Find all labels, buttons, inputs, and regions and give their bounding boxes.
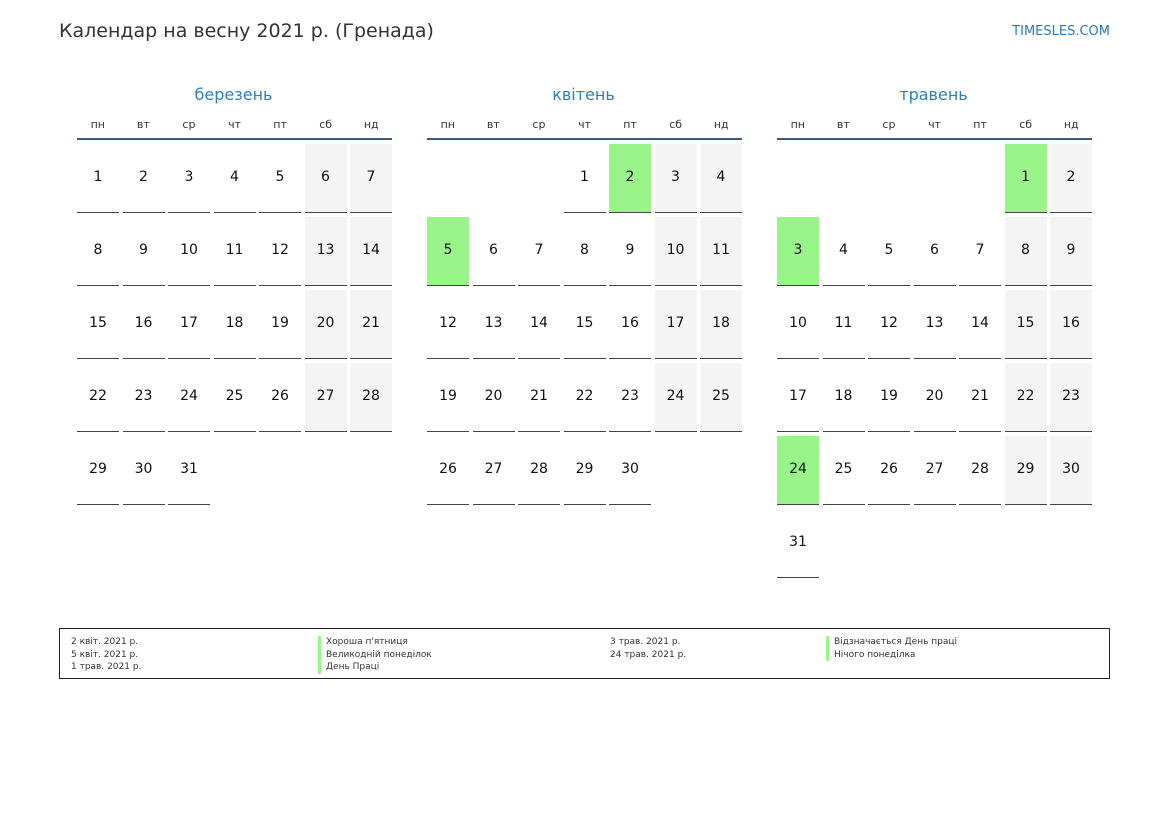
day-cell[interactable]: 30 xyxy=(609,436,651,505)
month-title: квітень xyxy=(552,85,615,104)
day-cell[interactable]: 18 xyxy=(214,290,256,359)
weekday-label: ср xyxy=(882,118,896,131)
holiday-day-cell[interactable]: 2 xyxy=(609,144,651,213)
day-grid xyxy=(77,144,392,505)
weekday-header xyxy=(427,112,742,140)
day-cell[interactable]: 29 xyxy=(77,436,119,505)
weekday-label: пн xyxy=(90,118,105,131)
day-cell[interactable]: 4 xyxy=(214,144,256,213)
day-cell[interactable]: 4 xyxy=(823,217,865,286)
weekday-label: ср xyxy=(182,118,196,131)
legend-holiday-name: Нічого понеділка xyxy=(826,649,957,662)
month-april xyxy=(427,82,742,505)
day-cell[interactable]: 2 xyxy=(1050,144,1092,213)
legend-names-left xyxy=(318,636,432,674)
day-cell[interactable]: 17 xyxy=(168,290,210,359)
day-cell[interactable]: 10 xyxy=(168,217,210,286)
day-cell[interactable]: 7 xyxy=(959,217,1001,286)
day-cell[interactable]: 23 xyxy=(123,363,165,432)
empty-cell xyxy=(868,144,910,213)
site-link[interactable]: TIMESLES.COM xyxy=(1012,24,1110,39)
day-cell[interactable]: 28 xyxy=(959,436,1001,505)
day-cell[interactable]: 7 xyxy=(518,217,560,286)
legend-date: 3 трав. 2021 р. xyxy=(610,637,681,647)
weekday-label: вт xyxy=(836,118,850,131)
day-cell[interactable]: 28 xyxy=(518,436,560,505)
day-cell[interactable]: 20 xyxy=(305,290,347,359)
day-cell[interactable]: 6 xyxy=(305,144,347,213)
day-cell[interactable]: 23 xyxy=(1050,363,1092,432)
day-cell[interactable]: 13 xyxy=(914,290,956,359)
day-cell[interactable]: 8 xyxy=(77,217,119,286)
month-may xyxy=(777,82,1092,578)
day-cell[interactable]: 17 xyxy=(777,363,819,432)
weekday-label: вт xyxy=(486,118,500,131)
day-cell[interactable]: 11 xyxy=(700,217,742,286)
day-cell[interactable]: 6 xyxy=(914,217,956,286)
day-cell[interactable]: 12 xyxy=(259,217,301,286)
day-cell[interactable]: 9 xyxy=(123,217,165,286)
day-cell[interactable]: 11 xyxy=(214,217,256,286)
day-cell[interactable]: 19 xyxy=(427,363,469,432)
day-cell[interactable]: 30 xyxy=(1050,436,1092,505)
day-cell[interactable]: 27 xyxy=(473,436,515,505)
day-cell[interactable]: 16 xyxy=(609,290,651,359)
legend-date: 5 квіт. 2021 р. xyxy=(71,649,139,660)
weekday-label: сб xyxy=(669,118,683,131)
day-cell[interactable]: 21 xyxy=(518,363,560,432)
day-cell[interactable]: 25 xyxy=(700,363,742,432)
legend-holiday-name: Хороша п'ятниця xyxy=(318,636,432,649)
day-cell[interactable]: 14 xyxy=(518,290,560,359)
day-cell[interactable]: 26 xyxy=(259,363,301,432)
day-cell[interactable]: 5 xyxy=(259,144,301,213)
day-cell[interactable]: 15 xyxy=(77,290,119,359)
day-cell[interactable]: 12 xyxy=(427,290,469,359)
weekday-header xyxy=(77,112,392,140)
day-cell[interactable]: 13 xyxy=(305,217,347,286)
day-cell[interactable]: 31 xyxy=(777,509,819,578)
day-cell[interactable]: 15 xyxy=(1005,290,1047,359)
day-cell[interactable]: 21 xyxy=(350,290,392,359)
day-cell[interactable]: 25 xyxy=(214,363,256,432)
legend-holiday-name: Великодній понеділок xyxy=(318,649,432,662)
weekday-header xyxy=(777,112,1092,140)
legend-holiday-name: День Праці xyxy=(318,661,432,674)
day-cell[interactable]: 21 xyxy=(959,363,1001,432)
weekday-label: нд xyxy=(363,118,379,131)
day-cell[interactable]: 27 xyxy=(305,363,347,432)
month-title: березень xyxy=(194,85,273,104)
page-title: Календар на весну 2021 р. (Гренада) xyxy=(59,20,434,42)
day-cell[interactable]: 7 xyxy=(350,144,392,213)
day-cell[interactable]: 22 xyxy=(77,363,119,432)
month-title: травень xyxy=(899,85,968,104)
day-cell[interactable]: 19 xyxy=(259,290,301,359)
day-cell[interactable]: 23 xyxy=(609,363,651,432)
day-cell[interactable]: 20 xyxy=(473,363,515,432)
legend-date: 2 квіт. 2021 р. xyxy=(71,637,139,647)
day-grid xyxy=(427,144,742,505)
day-cell[interactable]: 11 xyxy=(823,290,865,359)
holiday-day-cell[interactable]: 24 xyxy=(777,436,819,505)
day-cell[interactable]: 10 xyxy=(777,290,819,359)
weekday-label: пн xyxy=(440,118,455,131)
day-cell[interactable]: 29 xyxy=(564,436,606,505)
legend-date: 1 трав. 2021 р. xyxy=(71,662,142,672)
day-cell[interactable]: 18 xyxy=(700,290,742,359)
day-cell[interactable]: 3 xyxy=(655,144,697,213)
day-cell[interactable]: 13 xyxy=(473,290,515,359)
legend-holiday-name: Відзначається День праці xyxy=(826,636,957,649)
legend-dates-left xyxy=(71,636,141,674)
day-cell[interactable]: 26 xyxy=(427,436,469,505)
day-cell[interactable]: 1 xyxy=(77,144,119,213)
weekday-label: чт xyxy=(928,118,941,131)
legend-date: 24 трав. 2021 р. xyxy=(610,649,687,660)
holiday-day-cell[interactable]: 3 xyxy=(777,217,819,286)
weekday-label: чт xyxy=(578,118,591,131)
month-march xyxy=(77,82,392,505)
weekday-label: ср xyxy=(532,118,546,131)
weekday-label: вт xyxy=(136,118,150,131)
weekday-label: нд xyxy=(713,118,729,131)
day-cell[interactable]: 14 xyxy=(959,290,1001,359)
holiday-legend xyxy=(59,628,1110,679)
empty-cell xyxy=(823,144,865,213)
day-cell[interactable]: 24 xyxy=(655,363,697,432)
holiday-day-cell[interactable]: 1 xyxy=(1005,144,1047,213)
empty-cell xyxy=(959,144,1001,213)
day-cell[interactable]: 27 xyxy=(914,436,956,505)
holiday-day-cell[interactable]: 5 xyxy=(427,217,469,286)
day-cell[interactable]: 12 xyxy=(868,290,910,359)
empty-cell xyxy=(777,144,819,213)
weekday-label: сб xyxy=(319,118,333,131)
day-cell[interactable]: 8 xyxy=(564,217,606,286)
day-cell[interactable]: 10 xyxy=(655,217,697,286)
day-cell[interactable]: 20 xyxy=(914,363,956,432)
day-cell[interactable]: 1 xyxy=(564,144,606,213)
weekday-label: сб xyxy=(1019,118,1033,131)
day-cell[interactable]: 18 xyxy=(823,363,865,432)
day-cell[interactable]: 22 xyxy=(564,363,606,432)
legend-dates-right xyxy=(610,636,686,661)
day-cell[interactable]: 24 xyxy=(168,363,210,432)
legend-names-right xyxy=(826,636,957,661)
day-cell[interactable]: 28 xyxy=(350,363,392,432)
day-cell[interactable]: 25 xyxy=(823,436,865,505)
empty-cell xyxy=(914,144,956,213)
empty-cell xyxy=(427,144,469,213)
day-cell[interactable]: 2 xyxy=(123,144,165,213)
day-cell[interactable]: 9 xyxy=(609,217,651,286)
day-cell[interactable]: 17 xyxy=(655,290,697,359)
day-cell[interactable]: 14 xyxy=(350,217,392,286)
day-cell[interactable]: 30 xyxy=(123,436,165,505)
weekday-label: пт xyxy=(973,118,987,131)
day-cell[interactable]: 19 xyxy=(868,363,910,432)
weekday-label: пт xyxy=(273,118,287,131)
day-cell[interactable]: 22 xyxy=(1005,363,1047,432)
weekday-label: нд xyxy=(1063,118,1079,131)
weekday-label: пн xyxy=(790,118,805,131)
empty-cell xyxy=(473,144,515,213)
day-cell[interactable]: 26 xyxy=(868,436,910,505)
day-cell[interactable]: 29 xyxy=(1005,436,1047,505)
day-cell[interactable]: 8 xyxy=(1005,217,1047,286)
day-cell[interactable]: 16 xyxy=(1050,290,1092,359)
day-cell[interactable]: 15 xyxy=(564,290,606,359)
empty-cell xyxy=(518,144,560,213)
day-cell[interactable]: 6 xyxy=(473,217,515,286)
day-cell[interactable]: 31 xyxy=(168,436,210,505)
day-cell[interactable]: 5 xyxy=(868,217,910,286)
day-cell[interactable]: 16 xyxy=(123,290,165,359)
day-cell[interactable]: 9 xyxy=(1050,217,1092,286)
weekday-label: чт xyxy=(228,118,241,131)
day-grid xyxy=(777,144,1092,578)
day-cell[interactable]: 4 xyxy=(700,144,742,213)
day-cell[interactable]: 3 xyxy=(168,144,210,213)
weekday-label: пт xyxy=(623,118,637,131)
